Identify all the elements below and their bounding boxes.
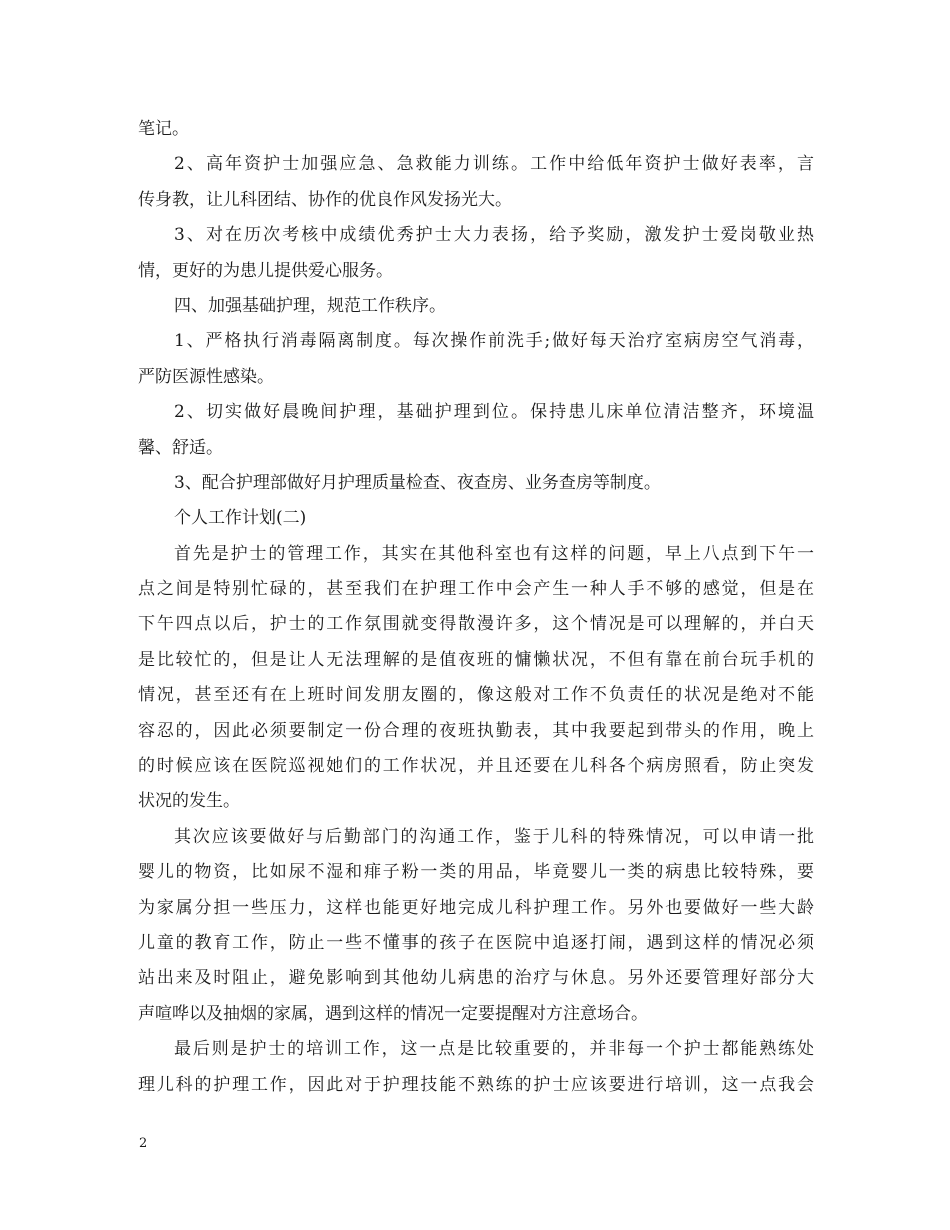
text-line: 站出来及时阻止，避免影响到其他幼儿病患的治疗与休息。另外还要管理好部分大: [138, 968, 814, 989]
text-line: 状况的发生。: [138, 791, 240, 812]
text-line: 四、加强基础护理，规范工作秩序。: [174, 295, 446, 316]
text-line: 其次应该要做好与后勤部门的沟通工作，鉴于儿科的特殊情况，可以申请一批: [174, 826, 814, 847]
text-line: 3、配合护理部做好月护理质量检查、夜查房、业务查房等制度。: [174, 472, 661, 493]
text-line: 个人工作计划(二): [174, 508, 307, 529]
text-line: 声喧哗以及抽烟的家属，遇到这样的情况一定要提醒对方注意场合。: [138, 1003, 648, 1024]
text-line: 情况，甚至还有在上班时间发朋友圈的，像这般对工作不负责任的状况是绝对不能: [138, 685, 814, 706]
text-line: 严防医源性感染。: [138, 366, 274, 387]
text-line: 儿童的教育工作，防止一些不懂事的孩子在医院中追逐打闹，遇到这样的情况必须: [138, 932, 814, 953]
text-line: 容忍的，因此必须要制定一份合理的夜班执勤表，其中我要起到带头的作用，晚上: [138, 720, 814, 741]
document-body: [138, 112, 814, 1103]
text-line: 点之间是特别忙碌的，甚至我们在护理工作中会产生一种人手不够的感觉，但是在: [138, 579, 814, 600]
text-line: 2、高年资护士加强应急、急救能力训练。工作中给低年资护士做好表率，言: [174, 154, 814, 175]
text-line: 2、切实做好晨晚间护理，基础护理到位。保持患儿床单位清洁整齐，环境温: [174, 402, 814, 423]
page-number: 2: [139, 1136, 148, 1151]
text-line: 为家属分担一些压力，这样也能更好地完成儿科护理工作。另外也要做好一些大龄: [138, 897, 814, 918]
text-line: 是比较忙的，但是让人无法理解的是值夜班的慵懒状况，不但有靠在前台玩手机的: [138, 649, 814, 670]
text-line: 馨、舒适。: [138, 437, 223, 458]
text-line: 理儿科的护理工作，因此对于护理技能不熟练的护士应该要进行培训，这一点我会: [138, 1074, 814, 1095]
text-line: 婴儿的物资，比如尿不湿和痱子粉一类的用品，毕竟婴儿一类的病患比较特殊，要: [138, 862, 814, 883]
text-line: 情，更好的为患儿提供爱心服务。: [138, 260, 393, 281]
text-line: 3、对在历次考核中成绩优秀护士大力表扬，给予奖励，激发护士爱岗敬业热: [174, 225, 814, 246]
text-line: 传身教，让儿科团结、协作的优良作风发扬光大。: [138, 189, 512, 210]
text-line: 的时候应该在医院巡视她们的工作状况，并且还要在儿科各个病房照看，防止突发: [138, 756, 814, 777]
text-line: 下午四点以后，护士的工作氛围就变得散漫许多，这个情况是可以理解的，并白天: [138, 614, 814, 635]
text-line: 最后则是护士的培训工作，这一点是比较重要的，并非每一个护士都能熟练处: [174, 1039, 814, 1060]
text-line: 1、严格执行消毒隔离制度。每次操作前洗手;做好每天治疗室病房空气消毒，: [174, 331, 814, 352]
text-line: 首先是护士的管理工作，其实在其他科室也有这样的问题，早上八点到下午一: [174, 543, 814, 564]
text-line: 笔记。: [138, 119, 189, 139]
